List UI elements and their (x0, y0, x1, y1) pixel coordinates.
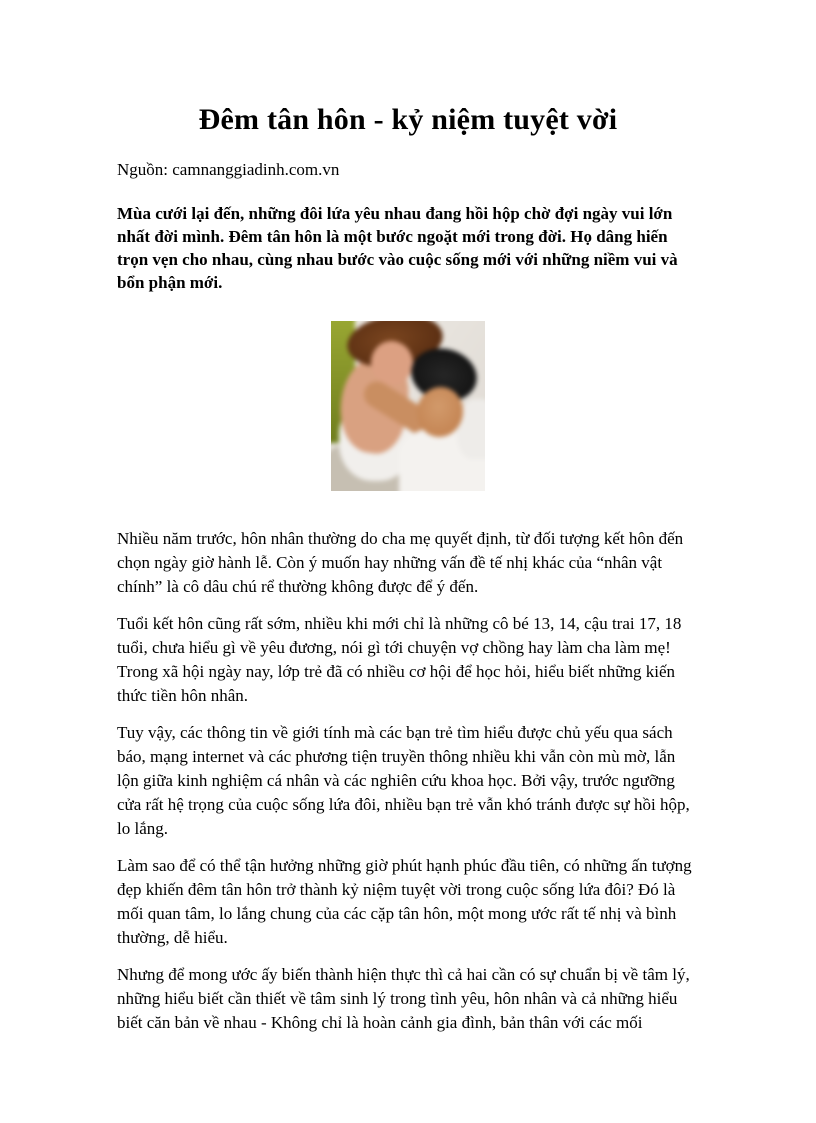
body-paragraph: Làm sao để có thể tận hưởng những giờ phút hạnh phúc đầu tiên, có những ấn tượng đẹp khiến đêm tân hôn trở thành kỷ niệm tuyệt vời trong cuộc sống lứa đôi? Đó là mối quan tâm, lo lắng chung của các cặp tân hôn, một mong ước rất tế nhị và bình thường, dễ hiểu. (117, 856, 692, 947)
body-paragraph: Tuy vậy, các thông tin về giới tính mà các bạn trẻ tìm hiểu được chủ yếu qua sách báo, mạng internet và các phương tiện truyền thông nhiều khi vẫn còn mù mờ, lẫn lộn giữa kinh nghiệm cá nhân và các nghiên cứu khoa học. Bởi vậy, trước ngưỡng cửa rất hệ trọng của cuộc sống lứa đôi, nhiều bạn trẻ vẫn khó tránh được sự hồi hộp, lo lắng. (117, 723, 690, 838)
body-paragraph: Nhiều năm trước, hôn nhân thường do cha mẹ quyết định, từ đối tượng kết hôn đến chọn ngày giờ hành lễ. Còn ý muốn hay những vấn đề tế nhị khác của “nhân vật chính” là cô dâu chú rể thường không được để ý đến. (117, 529, 684, 596)
article-title: Đêm tân hôn - kỷ niệm tuyệt vời (198, 103, 618, 136)
body-paragraph: Nhưng để mong ước ấy biến thành hiện thực thì cả hai cần có sự chuẩn bị về tâm lý, những hiểu biết cần thiết về tâm sinh lý trong tình yêu, hôn nhân và cả những hiểu biết căn bản về nhau - Không chỉ là hoàn cảnh gia đình, bản thân với các mối (117, 965, 690, 1032)
lead-paragraph: Mùa cưới lại đến, những đôi lứa yêu nhau đang hồi hộp chờ đợi ngày vui lớn nhất đời mình. Đêm tân hôn là một bước ngoặt mới trong đời. Họ dâng hiến trọn vẹn cho nhau, cùng nhau bước vào cuộc sống mới với những niềm vui và bổn phận mới. (117, 204, 678, 292)
source-line: Nguồn: camnanggiadinh.com.vn (117, 160, 340, 179)
body-paragraph: Tuổi kết hôn cũng rất sớm, nhiều khi mới chỉ là những cô bé 13, 14, cậu trai 17, 18 tuổi, chưa hiểu gì về yêu đương, nói gì tới chuyện vợ chồng hay làm cha làm mẹ! Trong xã hội ngày nay, lớp trẻ đã có nhiều cơ hội để học hỏi, hiểu biết những kiến thức tiền hôn nhân. (117, 614, 682, 705)
article-photo (331, 321, 485, 491)
article-photo-illustration (331, 321, 485, 491)
